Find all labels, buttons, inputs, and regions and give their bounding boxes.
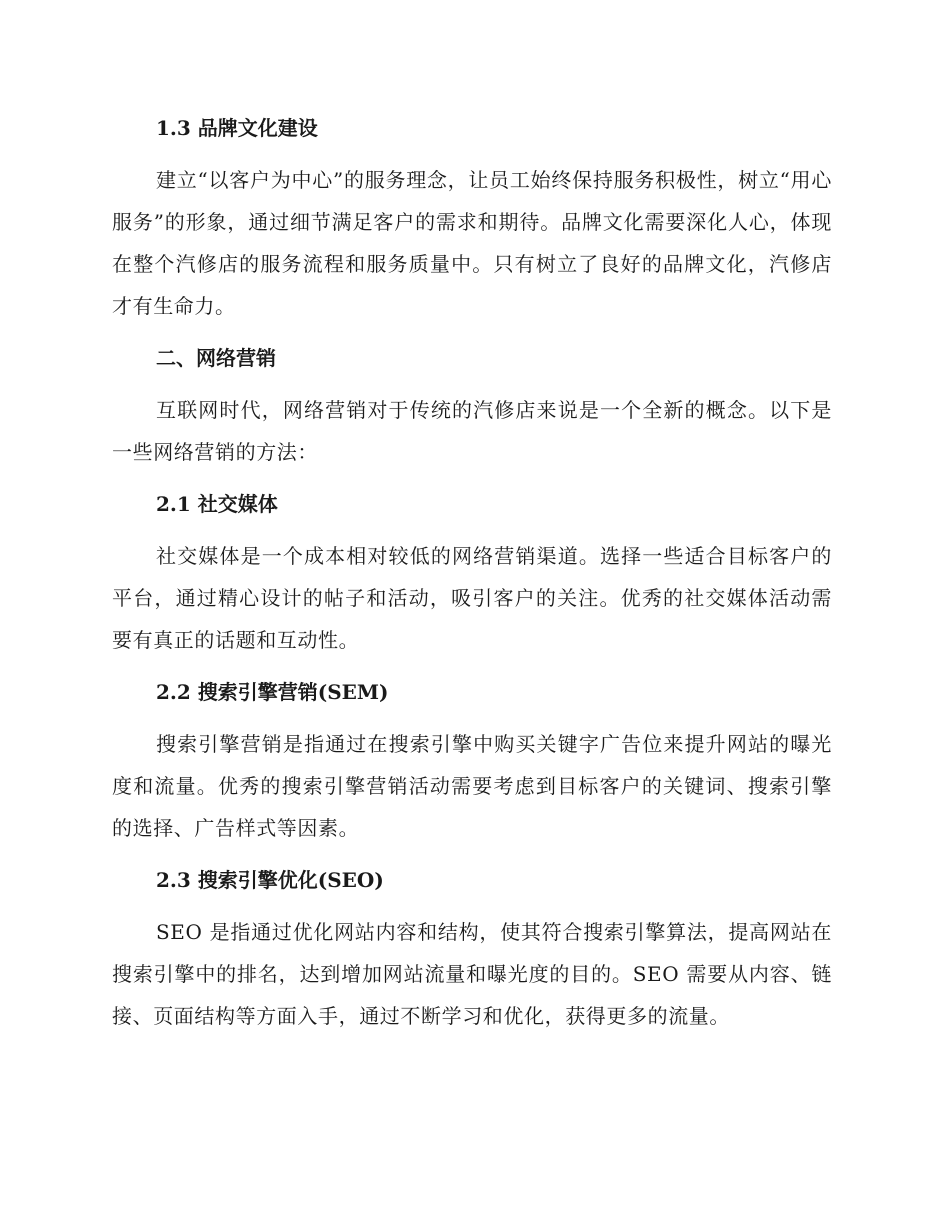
- section-paragraph-2-1: 社交媒体是一个成本相对较低的网络营销渠道。选择一些适合目标客户的平台，通过精心设计的帖子和活动，吸引客户的关注。优秀的社交媒体活动需要有真正的话题和互动性。: [112, 544, 832, 652]
- document-page: [112, 108, 832, 1037]
- section-heading-2: 二、网络营销: [156, 346, 276, 370]
- section-heading-2-2: 2.2 搜索引擎营销(SEM): [156, 680, 389, 704]
- section-heading-2-3: 2.3 搜索引擎优化(SEO): [156, 868, 384, 892]
- section-paragraph-1-3: 建立“以客户为中心”的服务理念，让员工始终保持服务积极性，树立“用心服务”的形象，通过细节满足客户的需求和期待。品牌文化需要深化人心，体现在整个汽修店的服务流程和服务质量中。只有树立了良好的品牌文化，汽修店才有生命力。: [112, 168, 832, 318]
- section-paragraph-2-3: SEO 是指通过优化网站内容和结构，使其符合搜索引擎算法，提高网站在搜索引擎中的排名，达到增加网站流量和曝光度的目的。SEO 需要从内容、链接、页面结构等方面入手，通过不断学习和优化，获得更多的流量。: [112, 920, 832, 1028]
- section-paragraph-2-2: 搜索引擎营销是指通过在搜索引擎中购买关键字广告位来提升网站的曝光度和流量。优秀的搜索引擎营销活动需要考虑到目标客户的关键词、搜索引擎的选择、广告样式等因素。: [112, 732, 832, 840]
- section-paragraph-2: 互联网时代，网络营销对于传统的汽修店来说是一个全新的概念。以下是一些网络营销的方法：: [112, 398, 832, 464]
- section-heading-1-3: 1.3 品牌文化建设: [156, 116, 318, 140]
- section-heading-2-1: 2.1 社交媒体: [156, 492, 278, 516]
